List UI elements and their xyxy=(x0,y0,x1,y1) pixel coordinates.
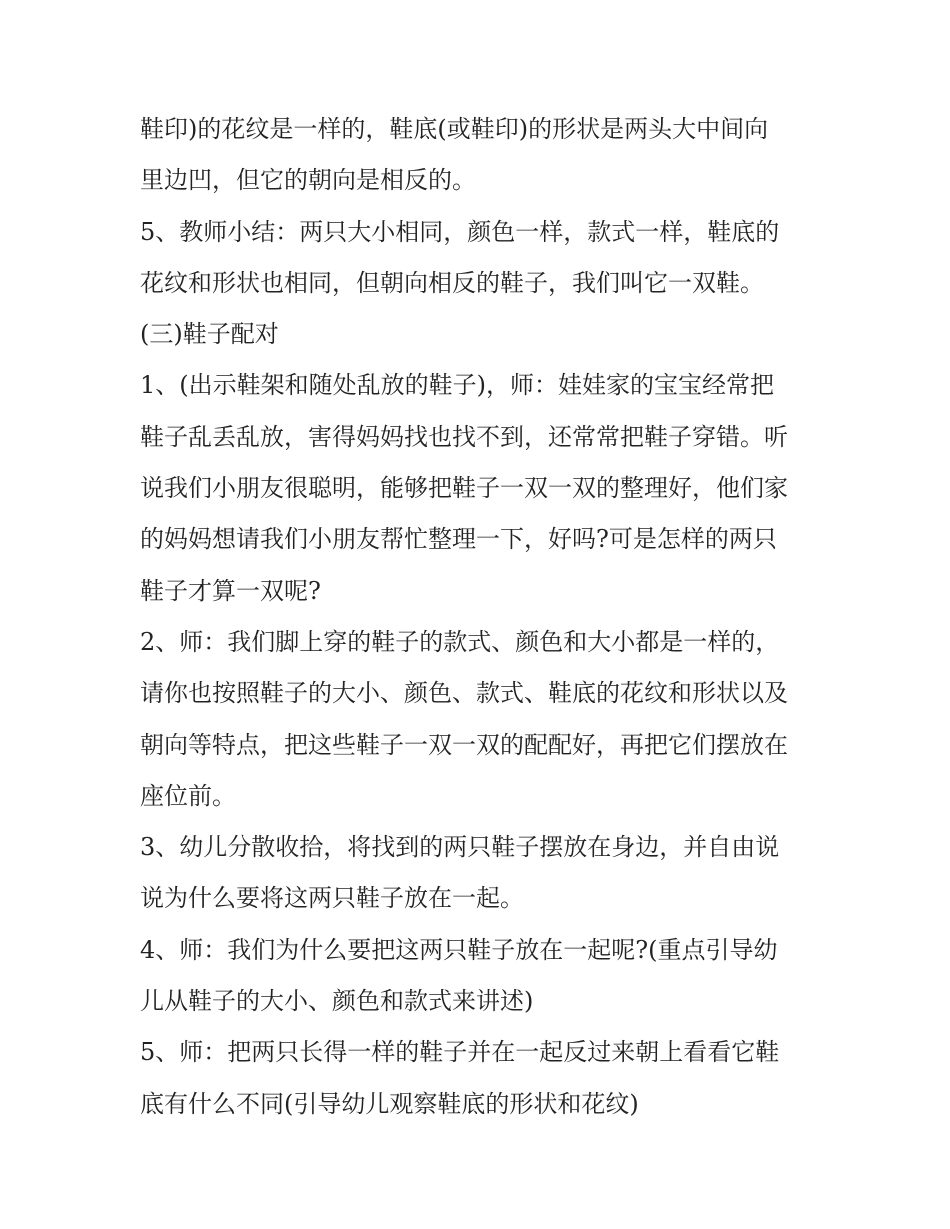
text-line: 1、(出示鞋架和随处乱放的鞋子)，师：娃娃家的宝宝经常把 xyxy=(140,371,774,400)
text-line: 请你也按照鞋子的大小、颜色、款式、鞋底的花纹和形状以及 xyxy=(140,679,788,708)
text-line: 朝向等特点，把这些鞋子一双一双的配配好，再把它们摆放在 xyxy=(140,730,788,759)
text-line: 4、师：我们为什么要把这两只鞋子放在一起呢?(重点引导幼 xyxy=(140,935,778,964)
text-line: 鞋子乱丢乱放，害得妈妈找也找不到，还常常把鞋子穿错。听 xyxy=(140,422,788,451)
text-line: 5、师：把两只长得一样的鞋子并在一起反过来朝上看看它鞋 xyxy=(140,1038,780,1067)
text-line: 儿从鞋子的大小、颜色和款式来讲述) xyxy=(140,987,534,1016)
text-line: 鞋子才算一双呢? xyxy=(140,576,321,605)
text-line: 座位前。 xyxy=(140,781,236,810)
text-line: 里边凹，但它的朝向是相反的。 xyxy=(140,166,476,195)
text-line: 说我们小朋友很聪明，能够把鞋子一双一双的整理好，他们家 xyxy=(140,474,788,503)
text-line: 5、教师小结：两只大小相同，颜色一样，款式一样，鞋底的 xyxy=(140,217,780,246)
text-line: 底有什么不同(引导幼儿观察鞋底的形状和花纹) xyxy=(140,1089,639,1118)
text-line: 的妈妈想请我们小朋友帮忙整理一下，好吗?可是怎样的两只 xyxy=(140,525,777,554)
section-heading: (三)鞋子配对 xyxy=(140,320,279,349)
text-line: 花纹和形状也相同，但朝向相反的鞋子，我们叫它一双鞋。 xyxy=(140,268,764,297)
text-line: 鞋印)的花纹是一样的，鞋底(或鞋印)的形状是两头大中间向 xyxy=(140,115,769,143)
text-line: 说为什么要将这两只鞋子放在一起。 xyxy=(140,884,524,913)
text-line: 2、师：我们脚上穿的鞋子的款式、颜色和大小都是一样的， xyxy=(140,627,780,656)
text-line: 3、幼儿分散收拾，将找到的两只鞋子摆放在身边，并自由说 xyxy=(140,833,780,862)
document-body xyxy=(140,104,830,1130)
